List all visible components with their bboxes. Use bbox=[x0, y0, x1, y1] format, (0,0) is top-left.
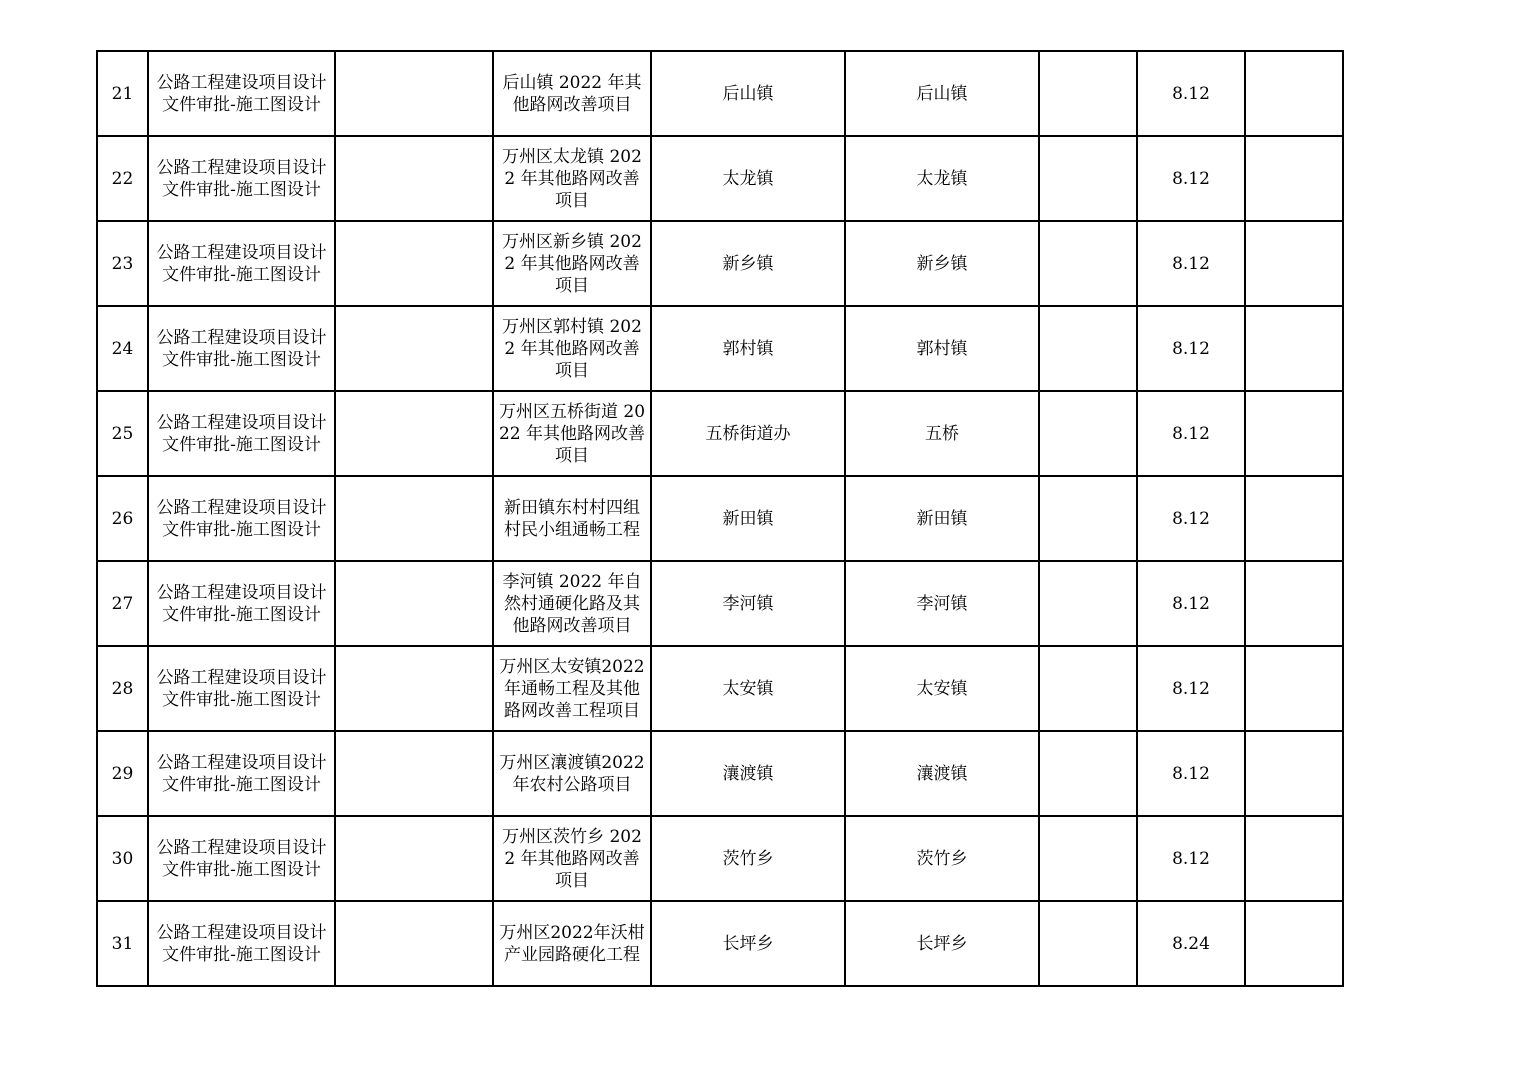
date-cell: 8.12 bbox=[1137, 561, 1245, 646]
blank-cell bbox=[1039, 476, 1137, 561]
blank-cell bbox=[1039, 561, 1137, 646]
blank-cell bbox=[1245, 391, 1343, 476]
row-number: 31 bbox=[97, 901, 148, 986]
project-name-cell: 李河镇 2022 年自然村通硬化路及其他路网改善项目 bbox=[493, 561, 651, 646]
location-cell: 郭村镇 bbox=[845, 306, 1039, 391]
row-number: 26 bbox=[97, 476, 148, 561]
table-row bbox=[97, 731, 1343, 816]
approval-matter-cell: 公路工程建设项目设计文件审批-施工图设计 bbox=[148, 391, 335, 476]
approval-matter-cell: 公路工程建设项目设计文件审批-施工图设计 bbox=[148, 646, 335, 731]
date-cell: 8.12 bbox=[1137, 51, 1245, 136]
table-row bbox=[97, 646, 1343, 731]
location-cell: 茨竹乡 bbox=[845, 816, 1039, 901]
applicant-unit-cell: 后山镇 bbox=[651, 51, 845, 136]
blank-cell bbox=[1039, 901, 1137, 986]
blank-cell bbox=[1245, 136, 1343, 221]
blank-cell bbox=[1039, 731, 1137, 816]
table-row bbox=[97, 901, 1343, 986]
project-name-cell: 万州区郭村镇 2022 年其他路网改善项目 bbox=[493, 306, 651, 391]
row-number: 25 bbox=[97, 391, 148, 476]
table-row bbox=[97, 221, 1343, 306]
blank-cell bbox=[335, 646, 493, 731]
date-cell: 8.24 bbox=[1137, 901, 1245, 986]
approval-matter-cell: 公路工程建设项目设计文件审批-施工图设计 bbox=[148, 136, 335, 221]
row-number: 29 bbox=[97, 731, 148, 816]
applicant-unit-cell: 郭村镇 bbox=[651, 306, 845, 391]
applicant-unit-cell: 新乡镇 bbox=[651, 221, 845, 306]
blank-cell bbox=[335, 306, 493, 391]
project-name-cell: 后山镇 2022 年其他路网改善项目 bbox=[493, 51, 651, 136]
location-cell: 新乡镇 bbox=[845, 221, 1039, 306]
location-cell: 五桥 bbox=[845, 391, 1039, 476]
table-row bbox=[97, 476, 1343, 561]
row-number: 24 bbox=[97, 306, 148, 391]
approval-matter-cell: 公路工程建设项目设计文件审批-施工图设计 bbox=[148, 51, 335, 136]
location-cell: 太龙镇 bbox=[845, 136, 1039, 221]
project-name-cell: 新田镇东村村四组村民小组通畅工程 bbox=[493, 476, 651, 561]
table-row bbox=[97, 51, 1343, 136]
project-name-cell: 万州区五桥街道 2022 年其他路网改善项目 bbox=[493, 391, 651, 476]
approval-matter-cell: 公路工程建设项目设计文件审批-施工图设计 bbox=[148, 731, 335, 816]
blank-cell bbox=[1039, 51, 1137, 136]
project-name-cell: 万州区太安镇2022年通畅工程及其他路网改善工程项目 bbox=[493, 646, 651, 731]
applicant-unit-cell: 茨竹乡 bbox=[651, 816, 845, 901]
blank-cell bbox=[1245, 816, 1343, 901]
blank-cell bbox=[1245, 901, 1343, 986]
location-cell: 瀼渡镇 bbox=[845, 731, 1039, 816]
table-body bbox=[97, 51, 1343, 986]
blank-cell bbox=[1245, 51, 1343, 136]
table-row bbox=[97, 306, 1343, 391]
table-row bbox=[97, 561, 1343, 646]
location-cell: 李河镇 bbox=[845, 561, 1039, 646]
blank-cell bbox=[335, 816, 493, 901]
approval-table bbox=[96, 50, 1344, 987]
project-name-cell: 万州区瀼渡镇2022年农村公路项目 bbox=[493, 731, 651, 816]
row-number: 23 bbox=[97, 221, 148, 306]
project-name-cell: 万州区2022年沃柑产业园路硬化工程 bbox=[493, 901, 651, 986]
table-row bbox=[97, 816, 1343, 901]
table-row bbox=[97, 136, 1343, 221]
row-number: 28 bbox=[97, 646, 148, 731]
row-number: 30 bbox=[97, 816, 148, 901]
project-name-cell: 万州区太龙镇 2022 年其他路网改善项目 bbox=[493, 136, 651, 221]
blank-cell bbox=[335, 391, 493, 476]
blank-cell bbox=[335, 731, 493, 816]
project-name-cell: 万州区新乡镇 2022 年其他路网改善项目 bbox=[493, 221, 651, 306]
date-cell: 8.12 bbox=[1137, 306, 1245, 391]
applicant-unit-cell: 瀼渡镇 bbox=[651, 731, 845, 816]
location-cell: 后山镇 bbox=[845, 51, 1039, 136]
blank-cell bbox=[335, 221, 493, 306]
blank-cell bbox=[335, 476, 493, 561]
approval-matter-cell: 公路工程建设项目设计文件审批-施工图设计 bbox=[148, 816, 335, 901]
blank-cell bbox=[335, 51, 493, 136]
blank-cell bbox=[1245, 476, 1343, 561]
date-cell: 8.12 bbox=[1137, 221, 1245, 306]
approval-matter-cell: 公路工程建设项目设计文件审批-施工图设计 bbox=[148, 306, 335, 391]
applicant-unit-cell: 五桥街道办 bbox=[651, 391, 845, 476]
blank-cell bbox=[1245, 221, 1343, 306]
applicant-unit-cell: 李河镇 bbox=[651, 561, 845, 646]
table-row bbox=[97, 391, 1343, 476]
project-name-cell: 万州区茨竹乡 2022 年其他路网改善项目 bbox=[493, 816, 651, 901]
approval-matter-cell: 公路工程建设项目设计文件审批-施工图设计 bbox=[148, 561, 335, 646]
date-cell: 8.12 bbox=[1137, 816, 1245, 901]
row-number: 22 bbox=[97, 136, 148, 221]
blank-cell bbox=[335, 561, 493, 646]
date-cell: 8.12 bbox=[1137, 731, 1245, 816]
applicant-unit-cell: 太龙镇 bbox=[651, 136, 845, 221]
blank-cell bbox=[335, 136, 493, 221]
row-number: 21 bbox=[97, 51, 148, 136]
approval-matter-cell: 公路工程建设项目设计文件审批-施工图设计 bbox=[148, 221, 335, 306]
applicant-unit-cell: 长坪乡 bbox=[651, 901, 845, 986]
location-cell: 新田镇 bbox=[845, 476, 1039, 561]
blank-cell bbox=[1245, 306, 1343, 391]
location-cell: 太安镇 bbox=[845, 646, 1039, 731]
applicant-unit-cell: 新田镇 bbox=[651, 476, 845, 561]
blank-cell bbox=[1039, 136, 1137, 221]
blank-cell bbox=[1245, 561, 1343, 646]
approval-matter-cell: 公路工程建设项目设计文件审批-施工图设计 bbox=[148, 901, 335, 986]
row-number: 27 bbox=[97, 561, 148, 646]
date-cell: 8.12 bbox=[1137, 476, 1245, 561]
location-cell: 长坪乡 bbox=[845, 901, 1039, 986]
blank-cell bbox=[1039, 816, 1137, 901]
blank-cell bbox=[1039, 221, 1137, 306]
blank-cell bbox=[1039, 306, 1137, 391]
date-cell: 8.12 bbox=[1137, 646, 1245, 731]
date-cell: 8.12 bbox=[1137, 136, 1245, 221]
blank-cell bbox=[1245, 646, 1343, 731]
approval-matter-cell: 公路工程建设项目设计文件审批-施工图设计 bbox=[148, 476, 335, 561]
blank-cell bbox=[1245, 731, 1343, 816]
blank-cell bbox=[335, 901, 493, 986]
applicant-unit-cell: 太安镇 bbox=[651, 646, 845, 731]
blank-cell bbox=[1039, 391, 1137, 476]
blank-cell bbox=[1039, 646, 1137, 731]
date-cell: 8.12 bbox=[1137, 391, 1245, 476]
